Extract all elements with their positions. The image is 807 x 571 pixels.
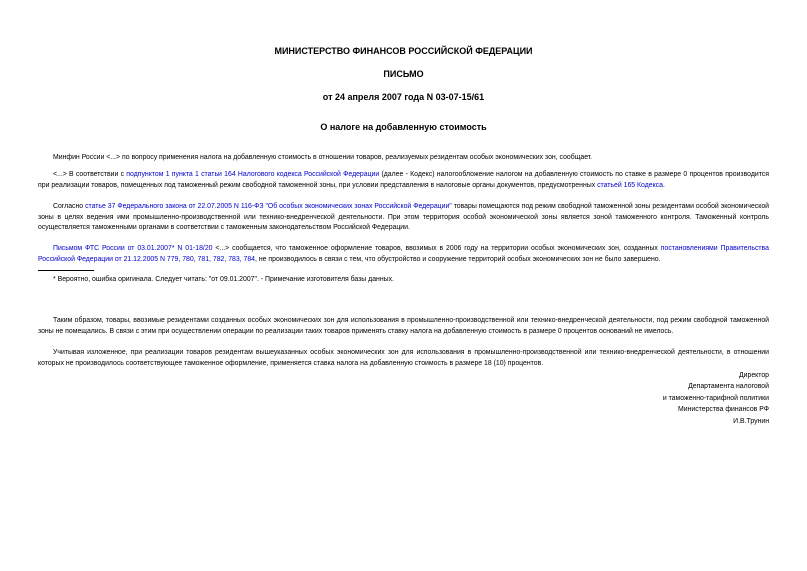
document-date-number: от 24 апреля 2007 года N 03-07-15/61 <box>322 92 485 102</box>
signature-department-cont: и таможенно-тарифной политики <box>662 394 769 402</box>
link-tax-code-article-165[interactable]: статьей 165 Кодекса <box>597 181 663 189</box>
document-subject: О налоге на добавленную стоимость <box>320 122 487 132</box>
paragraph-6: Учитывая изложенное, при реализации товаров резидентам вышеуказанных особых экономических зон для использования в промышленно-производственной или технико-внедренческой деятельности, в отношении которых не производилось соответствующее таможенное оформление, применяется ставка налога на добавленную стоимость в размере 18 (10) процентов. <box>38 349 769 367</box>
ministry-title: МИНИСТЕРСТВО ФИНАНСОВ РОССИЙСКОЙ ФЕДЕРАЦИИ <box>274 46 533 56</box>
paragraph-2-text-c: . <box>662 181 665 189</box>
document-type: ПИСЬМО <box>383 69 424 79</box>
signature-ministry: Министерства финансов РФ <box>677 406 769 414</box>
signature-department: Департамента налоговой <box>688 383 769 391</box>
paragraph-2-text-b: (далее - Кодекс) налогообложение налогом на добавленную стоимость по ставке в размере 0 процентов производится при реализации товаров, помещенных под таможенный режим свободной таможенной зоны, при условии представления в налоговые органы документов, предусмотренных <box>38 171 769 189</box>
link-government-resolutions[interactable]: постановлениями Правительства Российской Федерации от 21.12.2005 N 779, 780, 781, 782, 783, 784 <box>38 245 769 263</box>
paragraph-3-text-a: Согласно <box>53 203 86 210</box>
paragraph-3 <box>38 202 769 234</box>
signature-name: И.В.Трунин <box>733 417 769 425</box>
paragraph-4 <box>38 244 769 265</box>
paragraph-5: Таким образом, товары, ввозимые резидентами созданных особых экономических зон для использования в промышленно-производственной или технико-внедренческой деятельности, под режим свободной таможенной зоны не помещались. В связи с этим при осуществлении операции по реализации таких товаров применять ставку налога на добавленную стоимость в размере 0 процентов оснований не имелось. <box>38 317 769 335</box>
paragraph-3-text-b: товары помещаются под режим свободной таможенной зоны резидентами особой экономической зоны в целях ведения ими промышленно-производственной или технико-внедренческой деятельности. При этом территория особой экономической зоны является зоной таможенного контроля. Таможенный контроль осуществляется таможенными органами в соответствии с таможенным законодательством Российской Федерации. <box>38 203 769 231</box>
link-tax-code-article-164[interactable]: подпунктом 1 пункта 1 статьи 164 Налогового кодекса Российской Федерации <box>126 171 380 178</box>
paragraph-2 <box>38 170 769 191</box>
paragraph-1: Минфин России <...> по вопросу применения налога на добавленную стоимость в отношении товаров, реализуемых резидентам особых экономических зон, сообщает. <box>53 154 593 161</box>
signature-block <box>663 370 769 427</box>
paragraph-4-text-a: <...> сообщается, что таможенное оформление товаров, ввозимых в 2006 году на территории особых экономических зон, созданных <box>212 245 661 252</box>
link-fts-letter[interactable]: Письмом ФТС России от 03.01.2007* N 01-18/20 <box>53 245 213 252</box>
paragraph-2-text-a: <...> В соответствии с <box>53 171 127 178</box>
footnote-divider <box>38 270 94 271</box>
footnote: * Вероятно, ошибка оригинала. Следует читать: "от 09.01.2007". - Примечание изготовителя базы данных. <box>53 276 394 283</box>
link-federal-law-116[interactable]: статье 37 Федерального закона от 22.07.2005 N 116-ФЗ "Об особых экономических зонах Российской Федерации" <box>85 203 452 210</box>
paragraph-4-text-b: , не производилось в связи с тем, что обустройство и сооружение территорий особых экономических зон не было завершено. <box>255 255 661 263</box>
signature-position: Директор <box>738 372 769 379</box>
